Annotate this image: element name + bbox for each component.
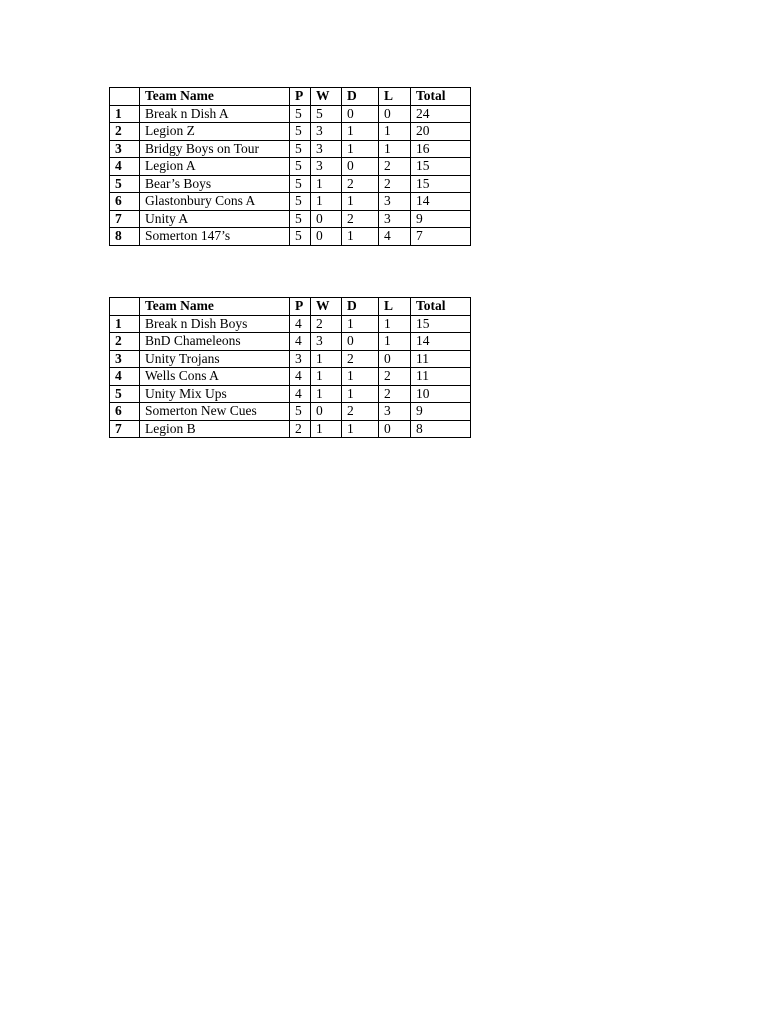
team-name-cell: Legion B — [140, 420, 290, 438]
team-name-cell: Bear’s Boys — [140, 175, 290, 193]
team-name-cell: Break n Dish A — [140, 105, 290, 123]
total-cell: 15 — [411, 315, 471, 333]
team-name-cell: Wells Cons A — [140, 368, 290, 386]
header-played: P — [290, 88, 311, 106]
played-cell: 5 — [290, 158, 311, 176]
position-cell: 2 — [110, 123, 140, 141]
played-cell: 2 — [290, 420, 311, 438]
total-cell: 9 — [411, 210, 471, 228]
drawn-cell: 1 — [342, 123, 379, 141]
drawn-cell: 0 — [342, 105, 379, 123]
lost-cell: 0 — [379, 105, 411, 123]
won-cell: 1 — [311, 420, 342, 438]
played-cell: 5 — [290, 210, 311, 228]
played-cell: 5 — [290, 228, 311, 246]
total-cell: 9 — [411, 403, 471, 421]
league-table-2 — [109, 297, 471, 438]
total-cell: 11 — [411, 350, 471, 368]
played-cell: 5 — [290, 123, 311, 141]
header-won: W — [311, 88, 342, 106]
table-row — [110, 315, 471, 333]
drawn-cell: 1 — [342, 228, 379, 246]
position-cell: 6 — [110, 403, 140, 421]
played-cell: 5 — [290, 140, 311, 158]
total-cell: 7 — [411, 228, 471, 246]
team-name-cell: Legion Z — [140, 123, 290, 141]
total-cell: 15 — [411, 175, 471, 193]
lost-cell: 1 — [379, 123, 411, 141]
table-row — [110, 350, 471, 368]
lost-cell: 4 — [379, 228, 411, 246]
header-won: W — [311, 298, 342, 316]
won-cell: 0 — [311, 210, 342, 228]
won-cell: 3 — [311, 333, 342, 351]
team-name-cell: Somerton 147’s — [140, 228, 290, 246]
team-name-cell: Glastonbury Cons A — [140, 193, 290, 211]
lost-cell: 2 — [379, 368, 411, 386]
won-cell: 3 — [311, 140, 342, 158]
position-cell: 6 — [110, 193, 140, 211]
table-row — [110, 420, 471, 438]
position-cell: 7 — [110, 210, 140, 228]
position-cell: 5 — [110, 175, 140, 193]
header-drawn: D — [342, 88, 379, 106]
table-row — [110, 193, 471, 211]
total-cell: 15 — [411, 158, 471, 176]
lost-cell: 1 — [379, 315, 411, 333]
league-table-1-body — [110, 88, 471, 246]
played-cell: 5 — [290, 403, 311, 421]
table-row — [110, 385, 471, 403]
drawn-cell: 2 — [342, 175, 379, 193]
drawn-cell: 1 — [342, 368, 379, 386]
lost-cell: 2 — [379, 158, 411, 176]
won-cell: 1 — [311, 350, 342, 368]
header-drawn: D — [342, 298, 379, 316]
table-row — [110, 105, 471, 123]
team-name-cell: Break n Dish Boys — [140, 315, 290, 333]
lost-cell: 3 — [379, 403, 411, 421]
table-row — [110, 333, 471, 351]
position-cell: 4 — [110, 368, 140, 386]
position-cell: 1 — [110, 315, 140, 333]
won-cell: 1 — [311, 193, 342, 211]
drawn-cell: 1 — [342, 315, 379, 333]
lost-cell: 3 — [379, 210, 411, 228]
table-row — [110, 123, 471, 141]
total-cell: 14 — [411, 193, 471, 211]
header-total: Total — [411, 298, 471, 316]
drawn-cell: 0 — [342, 158, 379, 176]
header-row — [110, 298, 471, 316]
played-cell: 4 — [290, 385, 311, 403]
team-name-cell: Legion A — [140, 158, 290, 176]
played-cell: 4 — [290, 368, 311, 386]
total-cell: 20 — [411, 123, 471, 141]
drawn-cell: 1 — [342, 140, 379, 158]
team-name-cell: Bridgy Boys on Tour — [140, 140, 290, 158]
position-cell: 8 — [110, 228, 140, 246]
header-total: Total — [411, 88, 471, 106]
table-row — [110, 140, 471, 158]
lost-cell: 3 — [379, 193, 411, 211]
played-cell: 5 — [290, 193, 311, 211]
lost-cell: 1 — [379, 333, 411, 351]
won-cell: 1 — [311, 368, 342, 386]
league-table-1 — [109, 87, 471, 246]
position-cell: 7 — [110, 420, 140, 438]
table-row — [110, 368, 471, 386]
total-cell: 10 — [411, 385, 471, 403]
drawn-cell: 2 — [342, 210, 379, 228]
team-name-cell: Unity Mix Ups — [140, 385, 290, 403]
table-row — [110, 158, 471, 176]
position-cell: 4 — [110, 158, 140, 176]
drawn-cell: 1 — [342, 193, 379, 211]
team-name-cell: Unity Trojans — [140, 350, 290, 368]
header-played: P — [290, 298, 311, 316]
total-cell: 11 — [411, 368, 471, 386]
header-lost: L — [379, 88, 411, 106]
position-cell: 2 — [110, 333, 140, 351]
header-lost: L — [379, 298, 411, 316]
table-row — [110, 210, 471, 228]
lost-cell: 2 — [379, 385, 411, 403]
total-cell: 8 — [411, 420, 471, 438]
lost-cell: 0 — [379, 420, 411, 438]
drawn-cell: 0 — [342, 333, 379, 351]
played-cell: 4 — [290, 315, 311, 333]
header-position — [110, 88, 140, 106]
won-cell: 0 — [311, 403, 342, 421]
played-cell: 3 — [290, 350, 311, 368]
won-cell: 1 — [311, 175, 342, 193]
position-cell: 3 — [110, 140, 140, 158]
position-cell: 3 — [110, 350, 140, 368]
position-cell: 1 — [110, 105, 140, 123]
lost-cell: 2 — [379, 175, 411, 193]
total-cell: 16 — [411, 140, 471, 158]
header-team-name: Team Name — [140, 298, 290, 316]
won-cell: 2 — [311, 315, 342, 333]
won-cell: 3 — [311, 123, 342, 141]
team-name-cell: Unity A — [140, 210, 290, 228]
position-cell: 5 — [110, 385, 140, 403]
won-cell: 0 — [311, 228, 342, 246]
header-team-name: Team Name — [140, 88, 290, 106]
lost-cell: 0 — [379, 350, 411, 368]
total-cell: 14 — [411, 333, 471, 351]
lost-cell: 1 — [379, 140, 411, 158]
played-cell: 5 — [290, 105, 311, 123]
table-row — [110, 228, 471, 246]
drawn-cell: 2 — [342, 350, 379, 368]
drawn-cell: 2 — [342, 403, 379, 421]
won-cell: 1 — [311, 385, 342, 403]
drawn-cell: 1 — [342, 385, 379, 403]
played-cell: 4 — [290, 333, 311, 351]
total-cell: 24 — [411, 105, 471, 123]
drawn-cell: 1 — [342, 420, 379, 438]
played-cell: 5 — [290, 175, 311, 193]
table-row — [110, 403, 471, 421]
won-cell: 5 — [311, 105, 342, 123]
won-cell: 3 — [311, 158, 342, 176]
league-table-2-body — [110, 298, 471, 438]
table-row — [110, 175, 471, 193]
team-name-cell: BnD Chameleons — [140, 333, 290, 351]
team-name-cell: Somerton New Cues — [140, 403, 290, 421]
header-row — [110, 88, 471, 106]
header-position — [110, 298, 140, 316]
